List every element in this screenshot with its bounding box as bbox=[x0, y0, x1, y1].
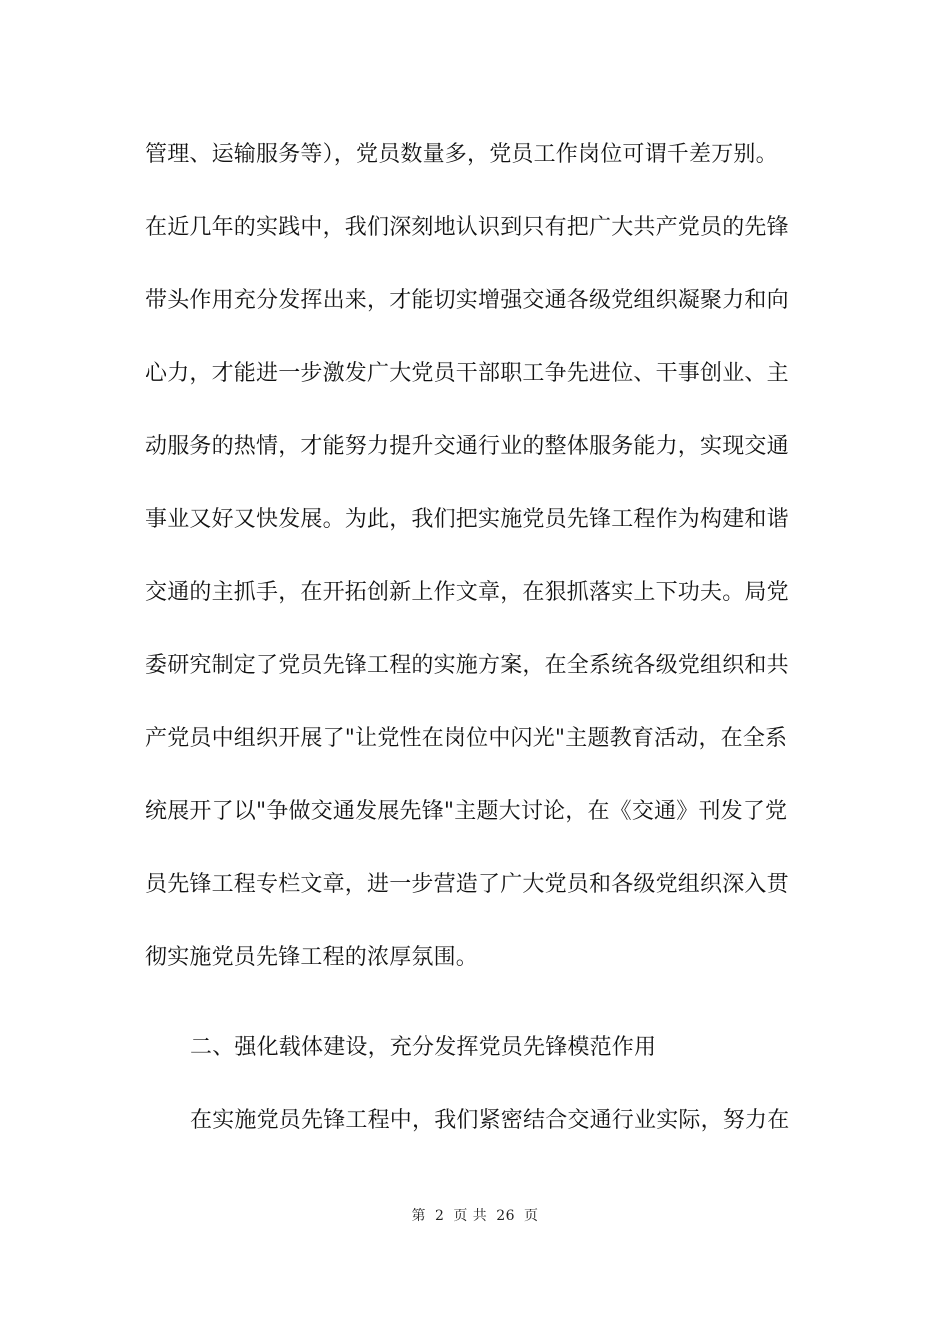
page-footer bbox=[0, 1206, 950, 1226]
paragraph-line-10: 统展开了以"争做交通发展先锋"主题大讨论，在《交通》刊发了党 bbox=[145, 799, 788, 824]
footer-suffix: 页 bbox=[524, 1208, 539, 1224]
paragraph-line-8: 委研究制定了党员先锋工程的实施方案，在全系统各级党组织和共 bbox=[145, 653, 789, 678]
paragraph-line-3: 带头作用充分发挥出来，才能切实增强交通各级党组织凝聚力和向 bbox=[145, 288, 789, 313]
paragraph-line-2: 在近几年的实践中，我们深刻地认识到只有把广大共产党员的先锋 bbox=[145, 215, 789, 240]
paragraph-line-1: 管理、运输服务等），党员数量多，党员工作岗位可谓千差万别。 bbox=[145, 142, 778, 167]
footer-total-pages: 26 bbox=[496, 1208, 516, 1224]
paragraph-line-5: 动服务的热情，才能努力提升交通行业的整体服务能力，实现交通 bbox=[145, 434, 789, 459]
section-paragraph-line-1: 在实施党员先锋工程中，我们紧密结合交通行业实际，努力在 bbox=[190, 1108, 790, 1133]
paragraph-line-12: 彻实施党员先锋工程的浓厚氛围。 bbox=[145, 945, 479, 970]
footer-prefix: 第 bbox=[411, 1208, 426, 1224]
paragraph-line-7: 交通的主抓手，在开拓创新上作文章，在狠抓落实上下功夫。局党 bbox=[145, 580, 789, 605]
section-heading: 二、强化载体建设，充分发挥党员先锋模范作用 bbox=[190, 1035, 657, 1060]
paragraph-line-6: 事业又好又快发展。为此，我们把实施党员先锋工程作为构建和谐 bbox=[145, 507, 789, 532]
paragraph-line-9: 产党员中组织开展了"让党性在岗位中闪光"主题教育活动，在全系 bbox=[145, 726, 788, 751]
paragraph-line-4: 心力，才能进一步激发广大党员干部职工争先进位、干事创业、主 bbox=[145, 361, 789, 386]
footer-current-page: 2 bbox=[434, 1208, 445, 1224]
paragraph-line-11: 员先锋工程专栏文章，进一步营造了广大党员和各级党组织深入贯 bbox=[145, 872, 789, 897]
footer-middle: 页 共 bbox=[453, 1208, 488, 1224]
